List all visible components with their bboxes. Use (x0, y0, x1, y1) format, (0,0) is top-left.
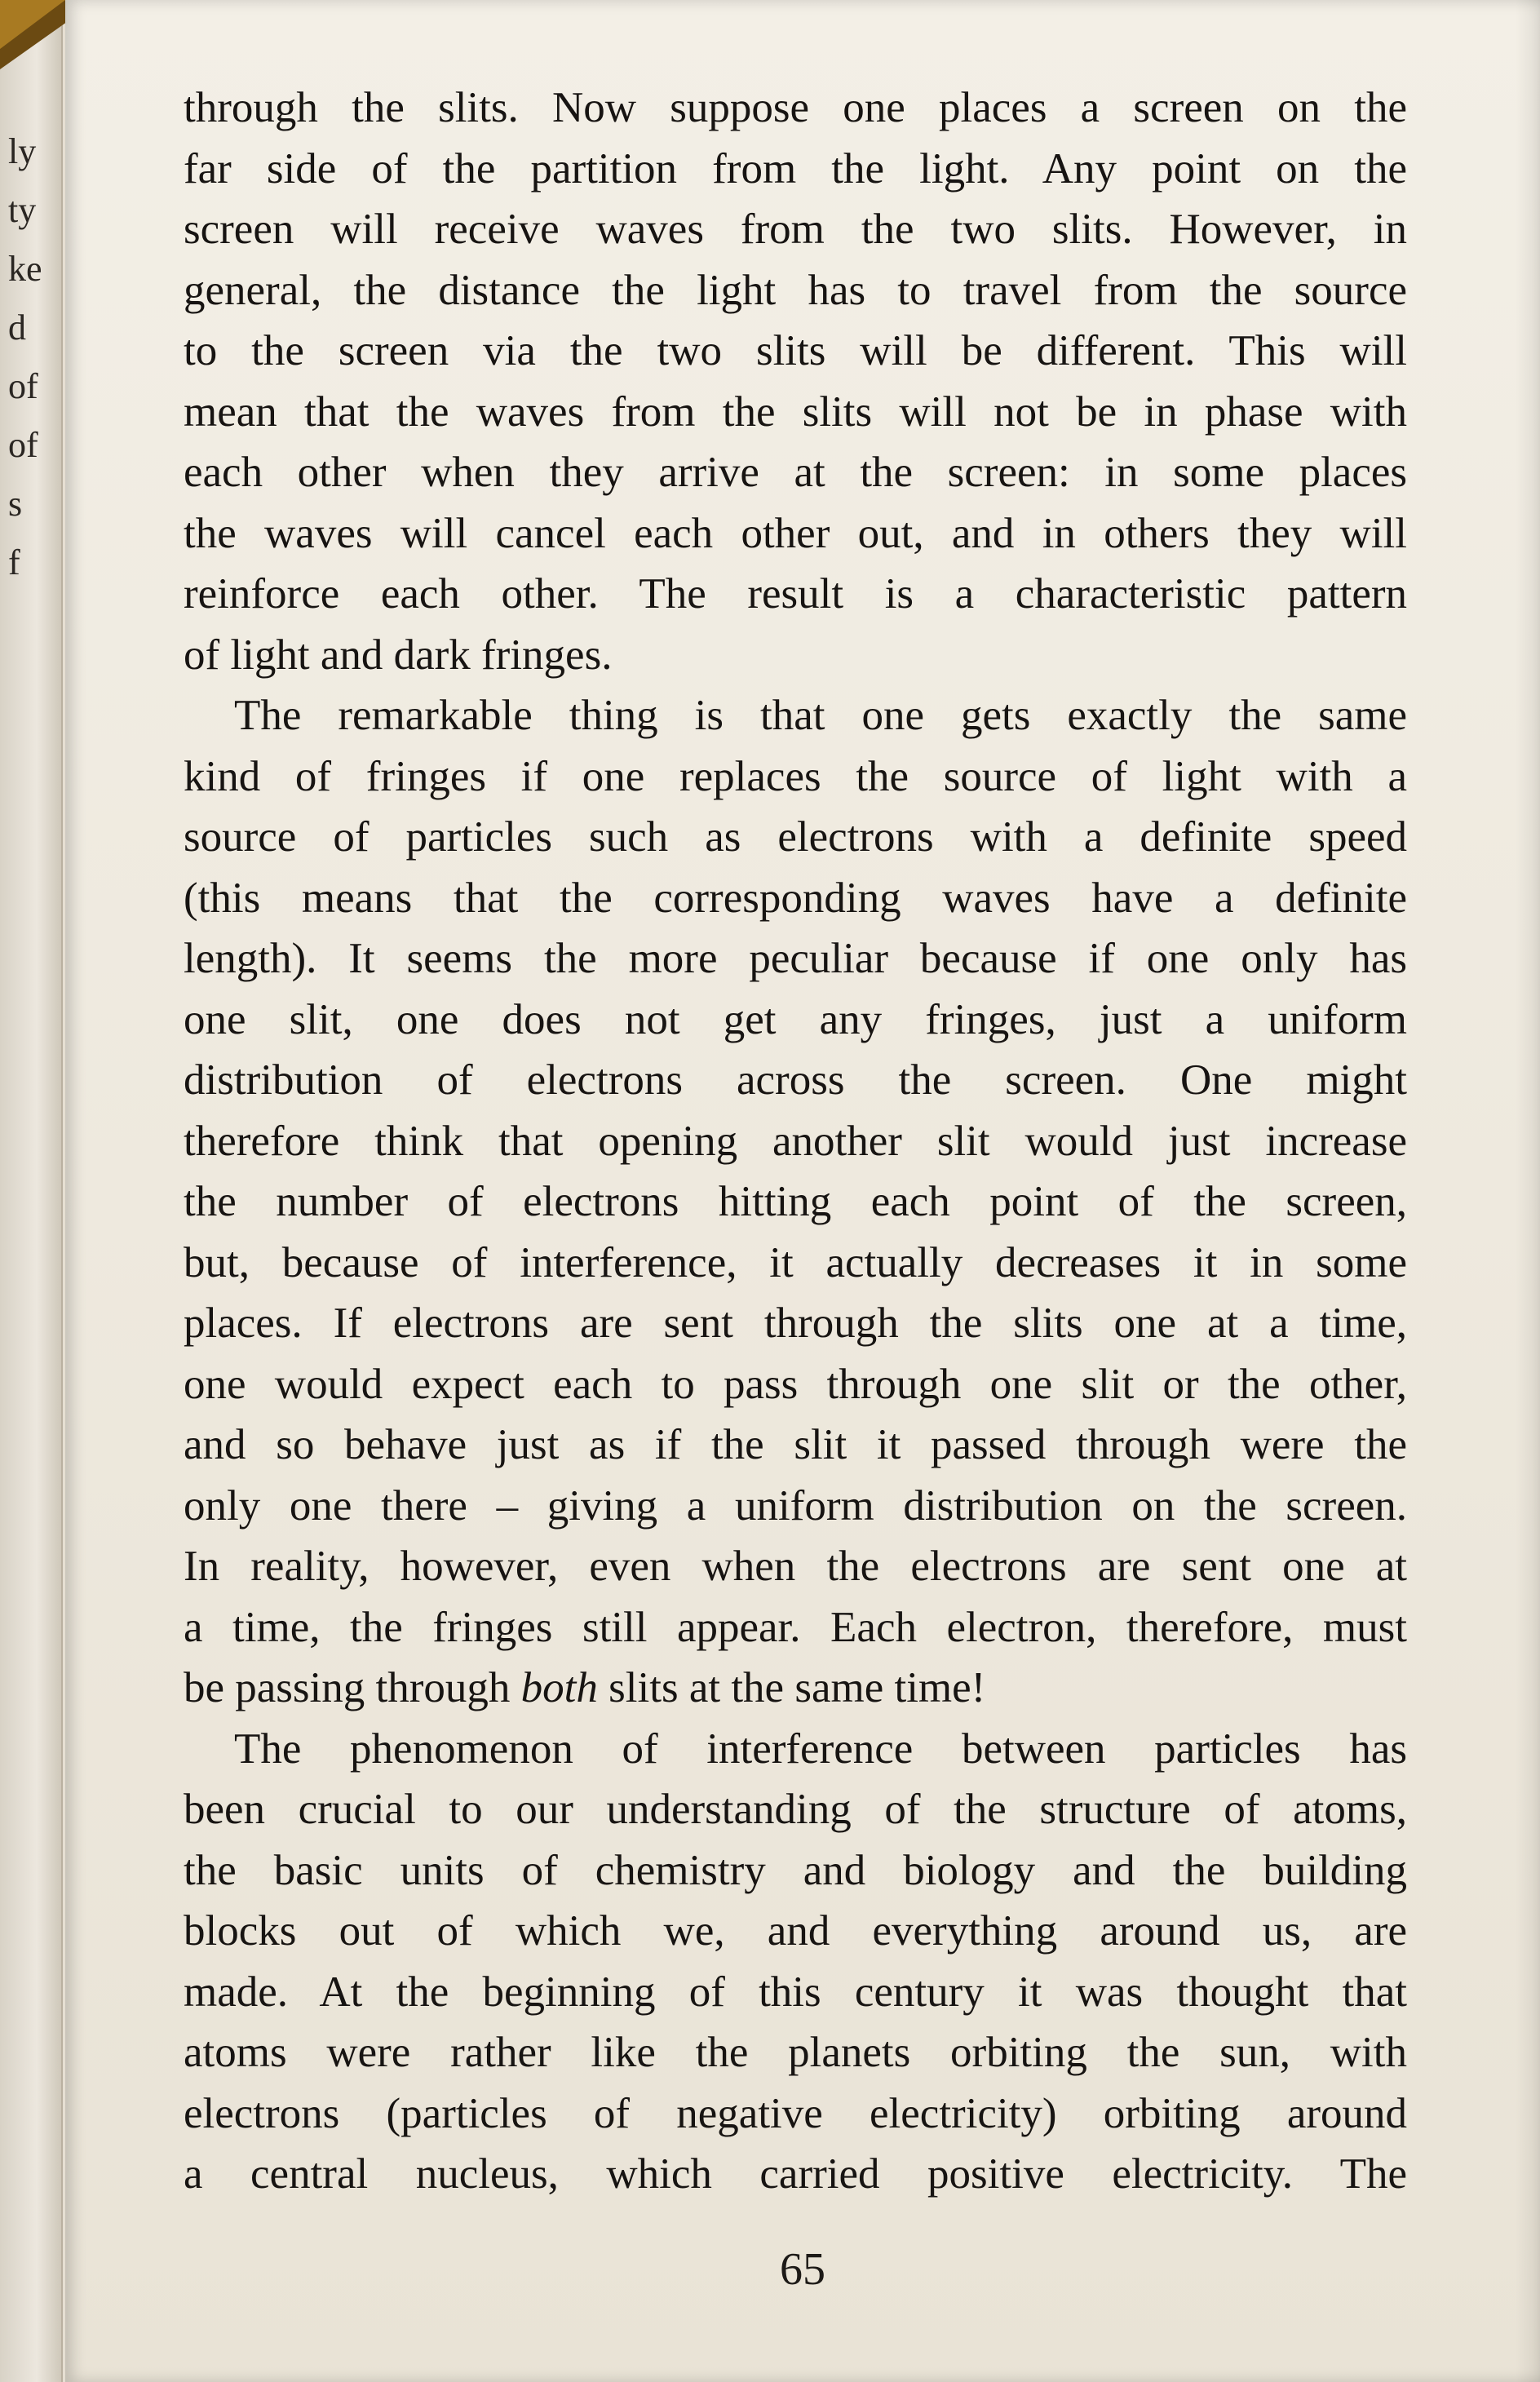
text-line: been crucial to our understanding of the structure of atoms, (184, 1786, 1407, 1833)
text-line: distribution of electrons across the screen. One might (184, 1056, 1407, 1104)
text-line: but, because of interference, it actually decreases it in some (184, 1238, 1407, 1286)
text-line: reinforce each other. The result is a characteristic pattern (184, 570, 1407, 618)
text-line: kind of fringes if one replaces the source of light with a (184, 752, 1407, 800)
text-line: mean that the waves from the slits will not be in phase with (184, 387, 1407, 436)
text-line: of light and dark fringes. (184, 631, 613, 679)
text-line: The phenomenon of interference between particles has (234, 1725, 1407, 1773)
page-edge-shadow (1516, 0, 1540, 2382)
fragment: of (8, 366, 38, 406)
emphasis-both: both (520, 1664, 598, 1711)
body-text (184, 77, 1407, 2205)
text-line: a central nucleus, which carried positive electricity. The (184, 2150, 1407, 2198)
ribbon-corner-highlight (0, 0, 65, 49)
fragment: d (8, 308, 26, 348)
text-line: atoms were rather like the planets orbiting the sun, with (184, 2029, 1407, 2076)
page-number: 65 (780, 2244, 825, 2295)
text-line: to the screen via the two slits will be different. This will (184, 327, 1407, 374)
text-line: source of particles such as electrons with a definite speed (184, 813, 1407, 861)
fragment: ty (8, 190, 37, 230)
text-line: In reality, however, even when the electrons are sent one at (184, 1543, 1407, 1590)
text-line: made. At the beginning of this century it was thought that (184, 1968, 1407, 2016)
text-line: one slit, one does not get any fringes, just a uniform (184, 995, 1407, 1043)
fragment: ly (8, 131, 37, 171)
book-page (65, 0, 1540, 2382)
text-line: The remarkable thing is that one gets exactly the same (234, 692, 1407, 739)
text-line-emphasis (184, 1658, 1407, 1719)
fragment: s (8, 484, 23, 524)
text-line: general, the distance the light has to travel from the source (184, 266, 1407, 314)
text-line: places. If electrons are sent through the slits one at a time, (184, 1299, 1407, 1347)
facing-page-text-fragments (8, 122, 53, 592)
text-line: through the slits. Now suppose one places a screen on the (184, 84, 1407, 131)
paragraph-2 (184, 685, 1407, 1719)
text-line: far side of the partition from the light. Any point on the (184, 144, 1407, 193)
text-line: each other when they arrive at the screen: in some places (184, 449, 1407, 496)
text-line: only one there – giving a uniform distribution on the screen. (184, 1481, 1407, 1530)
text-run: slits at the same time! (597, 1664, 986, 1711)
paragraph-3 (184, 1719, 1407, 2205)
text-line: blocks out of which we, and everything around us, are (184, 1907, 1407, 1955)
text-line: length). It seems the more peculiar because if one only has (184, 935, 1407, 982)
fragment: f (8, 542, 20, 582)
paragraph-1 (184, 77, 1407, 685)
text-line: (this means that the corresponding waves have a definite (184, 874, 1407, 922)
text-line: the waves will cancel each other out, and in others they will (184, 509, 1407, 557)
text-run: be passing through (184, 1664, 521, 1711)
text-line: and so behave just as if the slit it passed through were the (184, 1421, 1407, 1468)
text-line: the basic units of chemistry and biology and the building (184, 1846, 1407, 1894)
text-line: a time, the fringes still appear. Each electron, therefore, must (184, 1603, 1407, 1651)
fragment: ke (8, 249, 42, 289)
fragment: of (8, 425, 38, 465)
text-line: screen will receive waves from the two slits. However, in (184, 206, 1407, 253)
text-line: the number of electrons hitting each point of the screen, (184, 1178, 1407, 1225)
text-line: therefore think that opening another slit would just increase (184, 1117, 1407, 1165)
facing-page-edge (0, 0, 63, 2382)
text-line: electrons (particles of negative electricity) orbiting around (184, 2089, 1407, 2137)
text-line: one would expect each to pass through one slit or the other, (184, 1360, 1407, 1408)
